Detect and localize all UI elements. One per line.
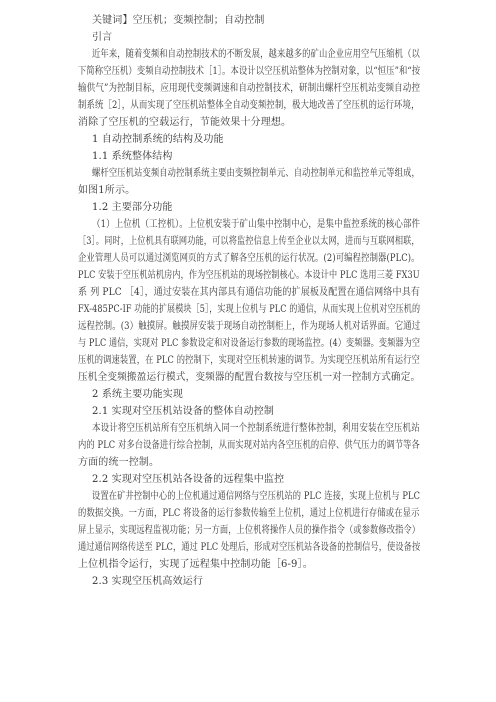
paragraph-line: PLC 安装于空压机站机房内，作为空压机站的现场控制核心。本设计中 PLC 选用三菱 FX3U <box>78 270 420 281</box>
paragraph-line: 通过通信网络传送至 PLC，通过 PLC 处理后，形成对空压机站各设备的控制信号，使设备按 <box>78 542 421 553</box>
paragraph-line: 如图1所示。 <box>78 185 136 196</box>
paragraph-line: 压机的调速装置，在 PLC 的控制下，实现对空压机转速的调节。为实现空压机站所有运行空 <box>78 355 420 366</box>
section-title-2-3: 2.3 实现空压机高效运行 <box>92 576 204 587</box>
paragraph-line: 的数据交换。一方面，PLC 将设备的运行参数传输至上位机，通过上位机进行存储或在显示 <box>78 508 420 519</box>
paragraph-line: 输供气”为控制目标，应用现代变频调速和自动控制技术，研制出螺杆空压机站变频自动控 <box>78 83 421 94</box>
section-title-intro: 引言 <box>92 32 113 43</box>
paragraph-line: 螺杆空压机站变频自动控制系统主要由变频控制单元、自动控制单元和监控单元等组成， <box>92 168 420 179</box>
paragraph-line: 企业管理人员可以通过浏览网页的方式了解各空压机的运行状况。(2)可编程控制器(PLC)。 <box>78 253 420 264</box>
section-title-2-1: 2.1 实现对空压机站设备的整体自动控制 <box>92 406 275 417</box>
paragraph-line: FX-485PC-IF 功能的扩展模块［5］，实现上位机与 PLC 的通信，从而实现上位机对空压机的 <box>78 304 421 315</box>
paragraph-line: （1）上位机（工控机）。上位机安装于矿山集中控制中心，是集中监控系统的核心部件 <box>92 219 421 230</box>
section-title-2: 2 系统主要功能实现 <box>92 389 184 400</box>
paragraph-line: 与 PLC 通信，实现对 PLC 参数设定和对设备运行参数的现场监控。(4）变频器。变频器为空 <box>78 338 421 349</box>
paragraph-line: 系 列 PLC ［4］，通过安装在其内部具有通信功能的扩展板及配置在通信网络中具有 <box>78 287 421 298</box>
paragraph-line: ［3］。同时，上位机具有联网功能，可以将监控信息上传至企业以太网，进而与互联网相联， <box>78 236 420 247</box>
paragraph-line: 下简称空压机）变频自动控制技术［1］。本设计以空压机站整体为控制对象，以“恒压”和“按 <box>78 66 421 77</box>
paragraph-line: 远程控制。(3）触摸屏。触摸屏安装于现场自动控制柜上，作为现场人机对话界面。它通过 <box>78 321 421 332</box>
paragraph-line: 屏上显示，实现远程监视功能；另一方面，上位机将操作人员的操作指令（或参数修改指令） <box>78 525 421 536</box>
paragraph-line: 消除了空压机的空载运行，节能效果十分理想。 <box>78 117 292 128</box>
paragraph-line: 上位机指令运行，实现了远程集中控制功能［6-9］。 <box>78 559 313 570</box>
paragraph-line: 本设计将空压机站所有空压机纳入同一个控制系统进行整体控制，利用安装在空压机站 <box>92 423 420 434</box>
section-title-1-1: 1.1 系统整体结构 <box>92 151 173 162</box>
paragraph-line: 设置在矿井控制中心的上位机通过通信网络与空压机站的 PLC 连接，实现上位机与 PLC <box>92 491 421 502</box>
section-title-1: 1 自动控制系统的结构及功能 <box>92 134 224 145</box>
paragraph-line: 压机全变频搬盈运行模式，变频器的配置台数按与空压机一对一控制方式确定。 <box>78 372 421 383</box>
paragraph-line: 内的 PLC 对多台设备进行综合控制，从而实现对站内各空压机的启停、供气压力的调节等各 <box>78 440 420 451</box>
section-title-2-2: 2.2 实现对空压机站各设备的远程集中监控 <box>92 474 285 485</box>
keywords-line: 关键词】空压机；变频控制；自动控制 <box>92 15 265 26</box>
section-title-1-2: 1.2 主要部分功能 <box>92 202 173 213</box>
paragraph-line: 制系统［2］，从而实现了空压机站整体全自动变频控制，极大地改善了空压机的运行环境， <box>78 100 420 111</box>
paragraph-line: 近年来，随着变频和自动控制技术的不断发展，越来越多的矿山企业应用空气压缩机（以 <box>92 49 420 60</box>
paragraph-line: 方面的统一控制。 <box>78 457 160 468</box>
